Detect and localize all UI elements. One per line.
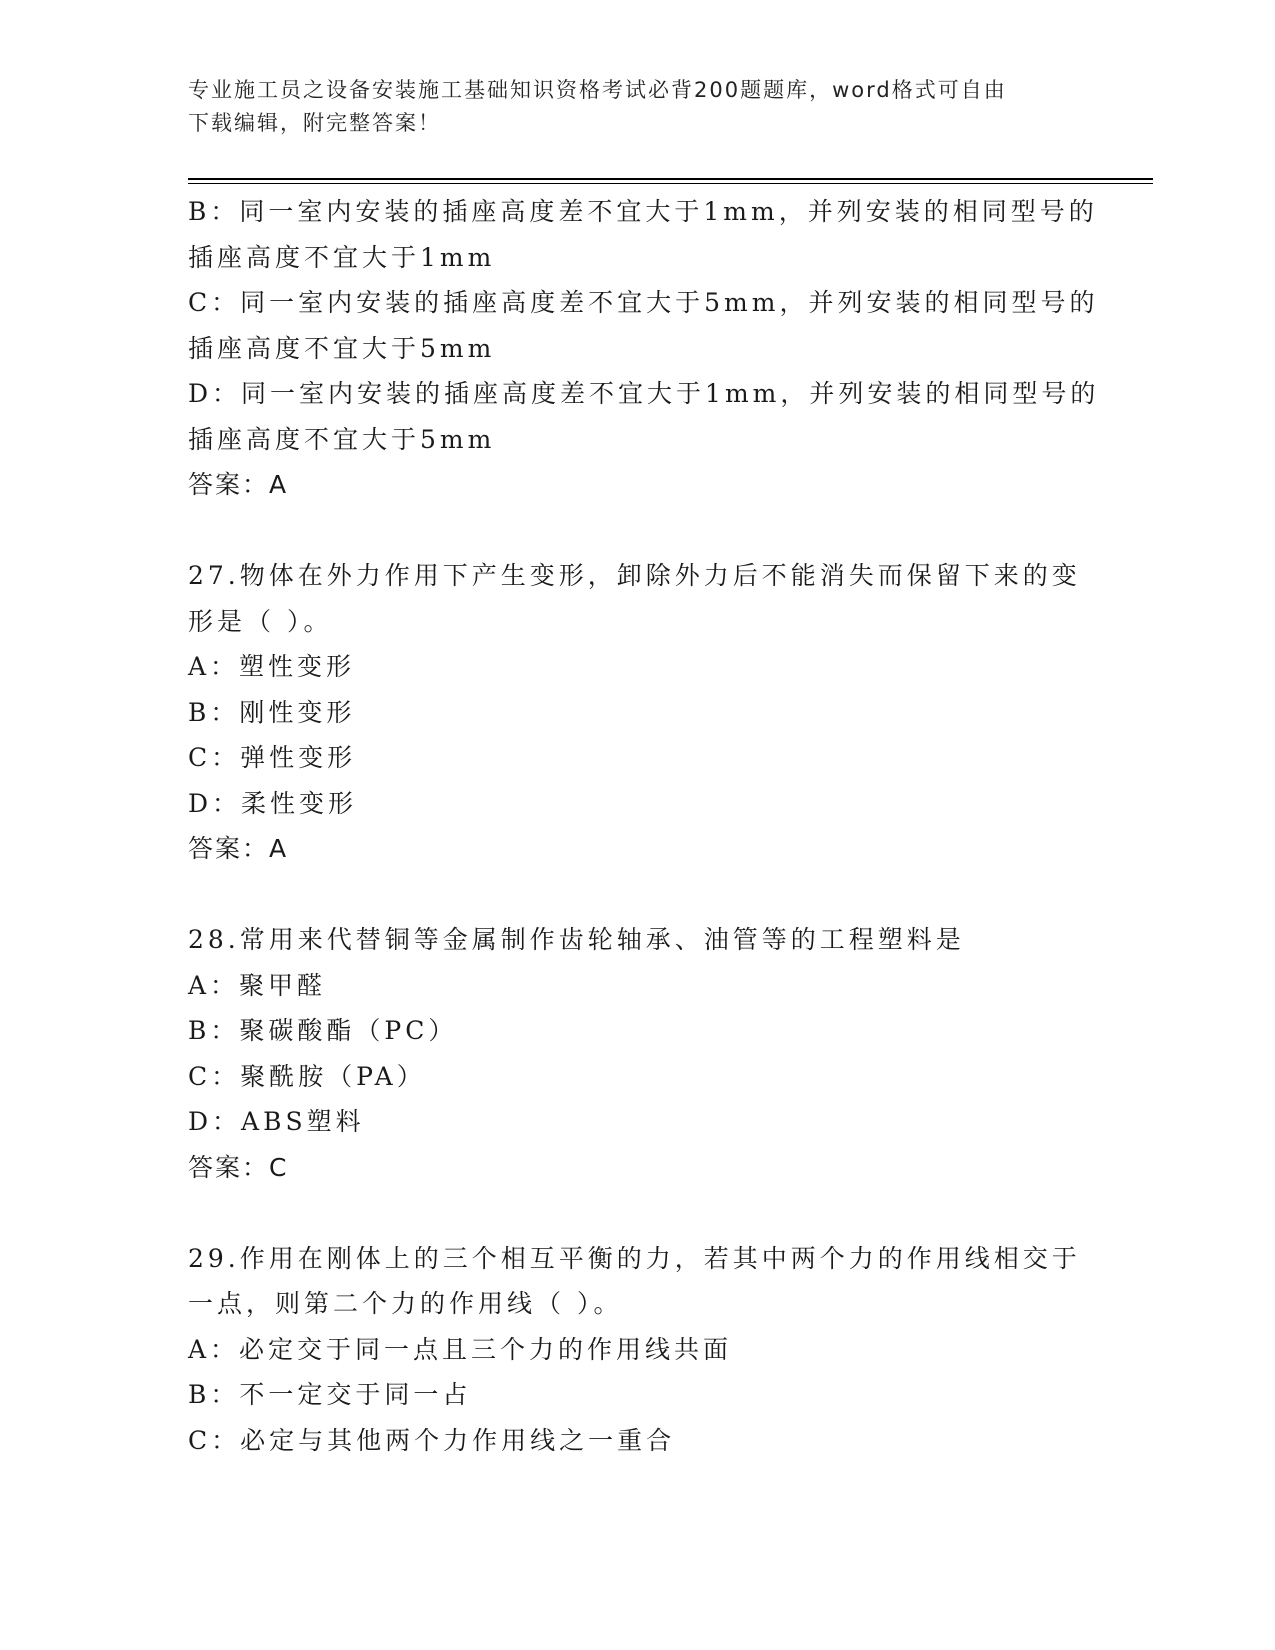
question-27: [188, 553, 1088, 872]
option-c: C：同一室内安装的插座高度差不宜大于5mm，并列安装的相同型号的: [188, 288, 1099, 317]
spacer: [188, 1190, 1088, 1236]
option-c-cont: 插座高度不宜大于5mm: [188, 333, 496, 363]
question-stem: 29.作用在刚体上的三个相互平衡的力，若其中两个力的作用线相交于: [188, 1243, 1081, 1273]
header-rule-thin: [188, 183, 1153, 184]
answer: 答案：C: [188, 1152, 289, 1182]
header-line-1: 专业施工员之设备安装施工基础知识资格考试必背200题题库，word格式可自由: [188, 78, 1007, 102]
question-stem-cont: 形是（ ）。: [188, 606, 333, 636]
question-list: [188, 189, 1100, 1463]
option-a: A：聚甲醛: [188, 970, 327, 1000]
option-b: B：聚碳酸酯（PC）: [188, 1016, 458, 1045]
option-b: B：不一定交于同一占: [188, 1380, 472, 1409]
option-b: B：同一室内安装的插座高度差不宜大于1mm，并列安装的相同型号的: [188, 197, 1098, 226]
header-rule-thick: [188, 178, 1153, 180]
option-d: D：同一室内安装的插座高度差不宜大于1mm，并列安装的相同型号的: [188, 379, 1100, 408]
option-d-cont: 插座高度不宜大于5mm: [188, 424, 496, 454]
answer: 答案：A: [188, 470, 289, 499]
spacer: [188, 508, 1088, 554]
question-stem-cont: 一点，则第二个力的作用线（ ）。: [188, 1289, 623, 1318]
option-c: C：必定与其他两个力作用线之一重合: [188, 1425, 676, 1455]
option-c: C：弹性变形: [188, 743, 357, 772]
answer: 答案：A: [188, 834, 289, 863]
question-stem: 28.常用来代替铜等金属制作齿轮轴承、油管等的工程塑料是: [188, 925, 965, 954]
document-header: [188, 74, 1088, 140]
question-26: [188, 189, 1100, 508]
question-29: [188, 1236, 1088, 1464]
option-c: C：聚酰胺（PA）: [188, 1061, 426, 1091]
option-b-cont: 插座高度不宜大于1mm: [188, 242, 496, 272]
option-b: B：刚性变形: [188, 697, 356, 727]
option-d: D：柔性变形: [188, 788, 358, 818]
question-28: [188, 917, 1088, 1190]
header-line-2: 下载编辑，附完整答案！: [188, 111, 441, 135]
option-a: A：塑性变形: [188, 652, 356, 681]
question-stem: 27.物体在外力作用下产生变形，卸除外力后不能消失而保留下来的变: [188, 561, 1081, 590]
option-a: A：必定交于同一点且三个力的作用线共面: [188, 1334, 733, 1364]
spacer: [188, 872, 1088, 918]
option-d: D：ABS塑料: [188, 1107, 365, 1136]
